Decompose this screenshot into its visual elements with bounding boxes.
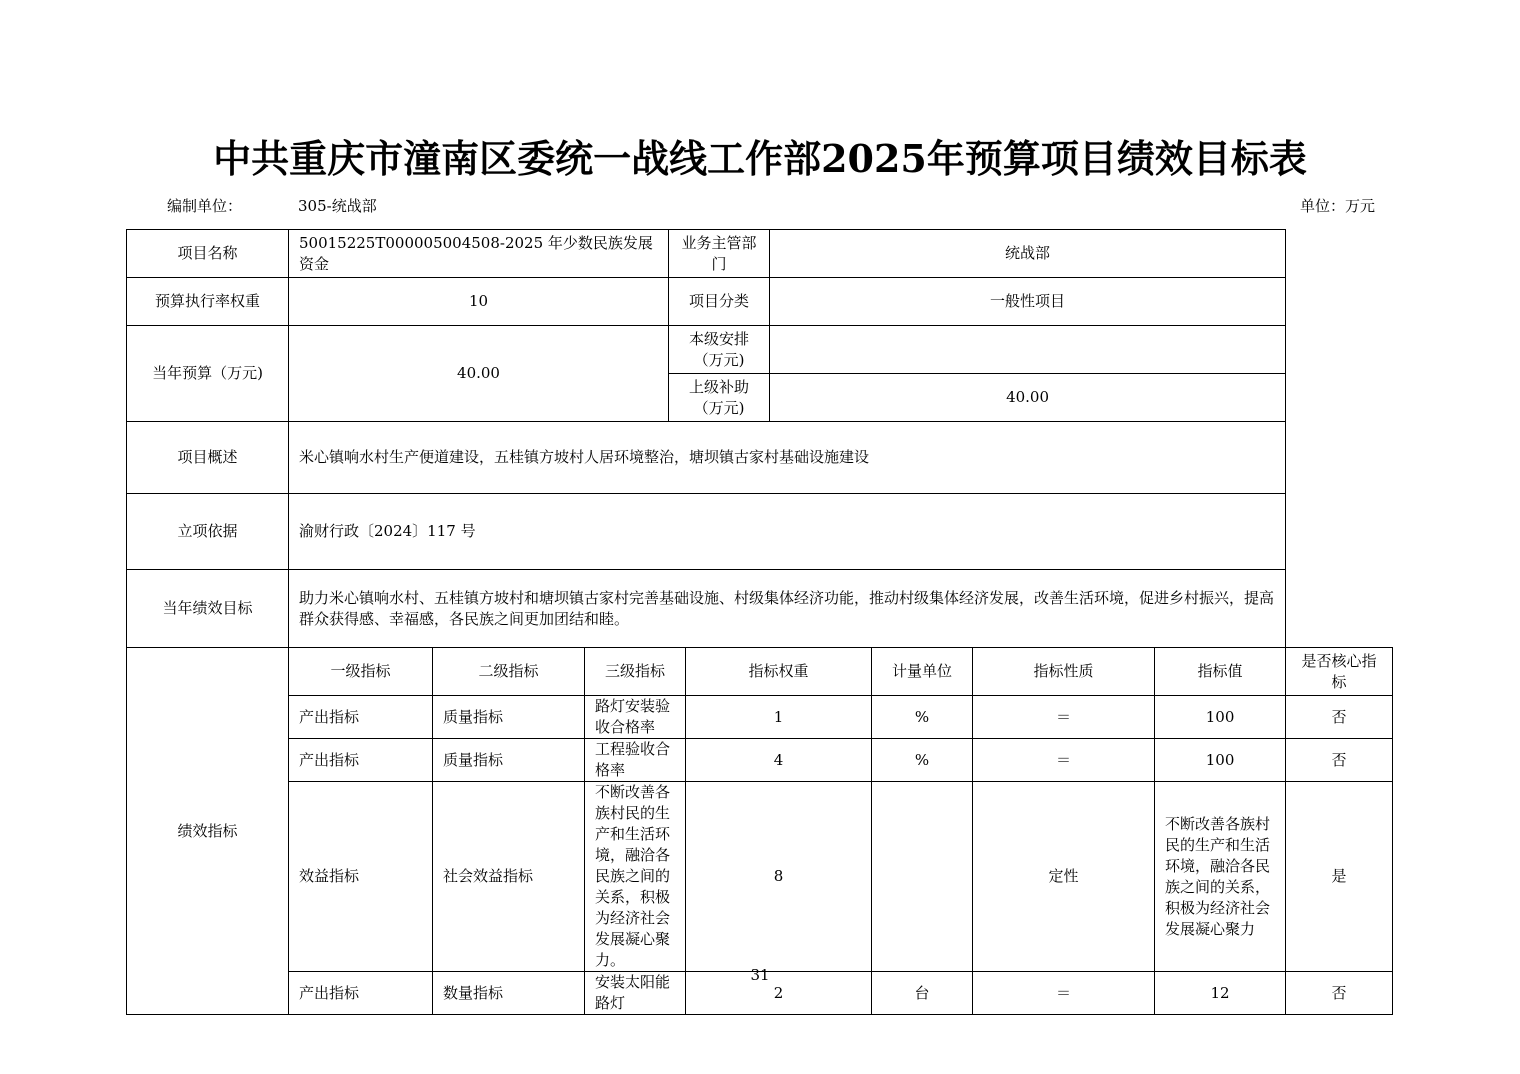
- indicator-core: 否: [1286, 972, 1393, 1015]
- indicator-value: 100: [1155, 739, 1286, 782]
- indicator-level3: 安装太阳能路灯: [585, 972, 686, 1015]
- indicator-label: 绩效指标: [127, 648, 289, 1015]
- project-name-label: 项目名称: [127, 230, 289, 278]
- overview-value: 米心镇响水村生产便道建设，五桂镇方坡村人居环境整治，塘坝镇古家村基础设施建设: [289, 422, 1286, 494]
- indicator-unit: %: [872, 696, 973, 739]
- indicator-level1: 产出指标: [289, 972, 433, 1015]
- table-row: [127, 739, 1393, 782]
- indicator-weight: 4: [686, 739, 872, 782]
- indicator-core: 否: [1286, 696, 1393, 739]
- indicator-value: 100: [1155, 696, 1286, 739]
- indicator-nature: ＝: [973, 739, 1155, 782]
- indicator-header-nature: 指标性质: [973, 648, 1155, 696]
- indicator-level1: 效益指标: [289, 782, 433, 972]
- indicator-core: 是: [1286, 782, 1393, 972]
- indicator-header-core: 是否核心指标: [1286, 648, 1393, 696]
- project-name-value: 50015225T000005004508-2025 年少数民族发展资金: [289, 230, 669, 278]
- goal-value: 助力米心镇响水村、五桂镇方坡村和塘坝镇古家村完善基础设施、村级集体经济功能，推动村级集体经济发展，改善生活环境，促进乡村振兴，提高群众获得感、幸福感，各民族之间更加团结和睦。: [289, 570, 1286, 648]
- indicator-level1: 产出指标: [289, 696, 433, 739]
- indicator-header-unit: 计量单位: [872, 648, 973, 696]
- indicator-level2: 质量指标: [433, 696, 585, 739]
- local-label: 本级安排（万元): [669, 326, 770, 374]
- overview-label: 项目概述: [127, 422, 289, 494]
- indicator-nature: 定性: [973, 782, 1155, 972]
- indicator-level2: 数量指标: [433, 972, 585, 1015]
- indicator-header-level1: 一级指标: [289, 648, 433, 696]
- indicator-level3: 路灯安装验收合格率: [585, 696, 686, 739]
- basis-label: 立项依据: [127, 494, 289, 570]
- performance-table: [126, 229, 1393, 1015]
- local-value: [770, 326, 1286, 374]
- exec-weight-label: 预算执行率权重: [127, 278, 289, 326]
- indicator-weight: 2: [686, 972, 872, 1015]
- budget-value: 40.00: [289, 326, 669, 422]
- indicator-weight: 8: [686, 782, 872, 972]
- indicator-header-level3: 三级指标: [585, 648, 686, 696]
- indicator-header-weight: 指标权重: [686, 648, 872, 696]
- table-row: [127, 696, 1393, 739]
- goal-label: 当年绩效目标: [127, 570, 289, 648]
- category-value: 一般性项目: [770, 278, 1286, 326]
- upper-value: 40.00: [770, 374, 1286, 422]
- indicator-level2: 质量指标: [433, 739, 585, 782]
- indicator-level3: 工程验收合格率: [585, 739, 686, 782]
- indicator-core: 否: [1286, 739, 1393, 782]
- upper-label: 上级补助（万元): [669, 374, 770, 422]
- indicator-header-value: 指标值: [1155, 648, 1286, 696]
- indicator-value: 不断改善各族村民的生产和生活环境，融洽各民族之间的关系，积极为经济社会发展凝心聚力: [1155, 782, 1286, 972]
- page-number: 31: [750, 966, 770, 984]
- indicator-level1: 产出指标: [289, 739, 433, 782]
- indicator-value: 12: [1155, 972, 1286, 1015]
- table-row: [127, 782, 1393, 972]
- org-label: 编制单位：: [167, 197, 243, 215]
- exec-weight-value: 10: [289, 278, 669, 326]
- indicator-nature: ＝: [973, 696, 1155, 739]
- indicator-level2: 社会效益指标: [433, 782, 585, 972]
- indicator-unit: [872, 782, 973, 972]
- indicator-unit: %: [872, 739, 973, 782]
- indicator-weight: 1: [686, 696, 872, 739]
- category-label: 项目分类: [669, 278, 770, 326]
- indicator-nature: ＝: [973, 972, 1155, 1015]
- budget-label: 当年预算（万元): [127, 326, 289, 422]
- org-value: 305-统战部: [298, 197, 377, 215]
- basis-value: 渝财行政〔2024〕117 号: [289, 494, 1286, 570]
- dept-value: 统战部: [770, 230, 1286, 278]
- unit-label: 单位：万元: [1300, 197, 1376, 215]
- dept-label: 业务主管部门: [669, 230, 770, 278]
- indicator-level3: 不断改善各族村民的生产和生活环境，融洽各民族之间的关系，积极为经济社会发展凝心聚力。: [585, 782, 686, 972]
- indicator-header-level2: 二级指标: [433, 648, 585, 696]
- page-title: 中共重庆市潼南区委统一战线工作部2025年预算项目绩效目标表: [213, 136, 1307, 181]
- indicator-unit: 台: [872, 972, 973, 1015]
